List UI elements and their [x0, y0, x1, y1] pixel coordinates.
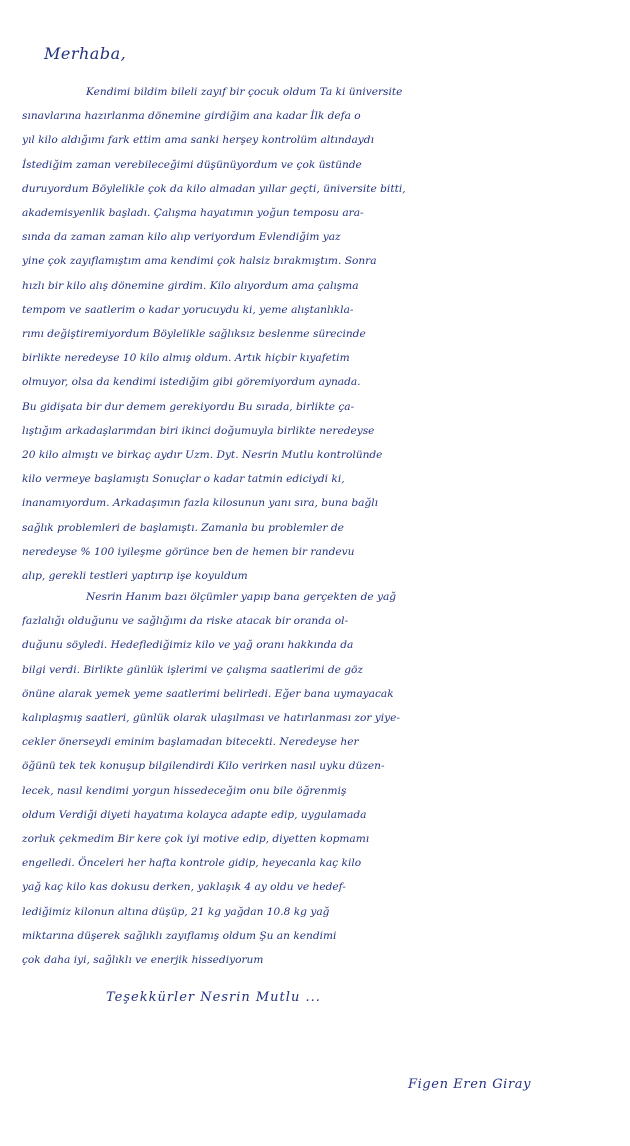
- letter-line: hızlı bir kilo alış dönemine girdim. Kilo alıyordum ama çalışma: [22, 279, 359, 292]
- letter-line: neredeyse % 100 iyileşme görünce ben de hemen bir randevu: [22, 545, 355, 558]
- letter-line: duğunu söyledi. Hedeflediğimiz kilo ve yağ oranı hakkında da: [22, 639, 354, 652]
- letter-line: öğünü tek tek konuşup bilgilendirdi Kilo verirken nasıl uyku düzen-: [22, 760, 385, 773]
- letter-line: lıştığım arkadaşlarımdan biri ikinci doğumuyla birlikte neredeyse: [22, 424, 375, 437]
- letter-line: lecek, nasıl kendimi yorgun hissedeceğim onu bile öğrenmiş: [22, 784, 347, 797]
- letter-paragraph-1: [22, 80, 614, 588]
- letter-line: sağlık problemleri de başlamıştı. Zamanla bu problemler de: [22, 521, 344, 534]
- letter-greeting: Merhaba,: [44, 44, 127, 63]
- letter-line: yağ kaç kilo kas dokusu derken, yaklaşık 4 ay oldu ve hedef-: [22, 881, 346, 894]
- letter-line: İstediğim zaman verebileceğimi düşünüyordum ve çok üstünde: [22, 158, 362, 171]
- letter-line: sında da zaman zaman kilo alıp veriyordum Evlendiğim yaz: [22, 231, 341, 244]
- letter-line: yine çok zayıflamıştım ama kendimi çok halsiz bırakmıştım. Sonra: [22, 255, 377, 268]
- letter-line: önüne alarak yemek yeme saatlerimi belirledi. Eğer bana uymayacak: [22, 687, 394, 700]
- letter-line: rımı değiştiremiyordum Böylelikle sağlıksız beslenme sürecinde: [22, 328, 366, 341]
- letter-paragraph-2: [22, 585, 614, 972]
- letter-line: duruyordum Böylelikle çok da kilo almadan yıllar geçti, üniversite bitti,: [22, 182, 406, 195]
- letter-line: bilgi verdi. Birlikte günlük işlerimi ve çalışma saatlerimi de göz: [22, 663, 364, 676]
- letter-line: lediğimiz kilonun altına düşüp, 21 kg yağdan 10.8 kg yağ: [22, 905, 330, 918]
- letter-line: zorluk çekmedim Bir kere çok iyi motive edip, diyetten kopmamı: [22, 833, 370, 846]
- letter-line: birlikte neredeyse 10 kilo almış oldum. Artık hiçbir kıyafetim: [22, 352, 350, 365]
- letter-line: sınavlarına hazırlanma dönemine girdiğim ana kadar İlk defa o: [22, 110, 361, 123]
- letter-line: akademisyenlik başladı. Çalışma hayatımın yoğun temposu ara-: [22, 207, 364, 220]
- letter-line: cekler önerseydi eminim başlamadan bitecekti. Neredeyse her: [22, 736, 359, 749]
- letter-line: çok daha iyi, sağlıklı ve enerjik hissediyorum: [22, 954, 264, 967]
- letter-line: Nesrin Hanım bazı ölçümler yapıp bana gerçekten de yağ: [86, 591, 397, 603]
- letter-line: oldum Verdiği diyeti hayatıma kolayca adapte edip, uygulamada: [22, 808, 367, 821]
- letter-line: Bu gidişata bir dur demem gerekiyordu Bu sırada, birlikte ça-: [22, 400, 355, 413]
- letter-line: engelledi. Önceleri her hafta kontrole gidip, heyecanla kaç kilo: [22, 857, 362, 870]
- letter-line: miktarına düşerek sağlıklı zayıflamış oldum Şu an kendimi: [22, 929, 337, 942]
- letter-line: fazlalığı olduğunu ve sağlığımı da riske atacak bir oranda ol-: [22, 615, 349, 628]
- letter-line: olmuyor, olsa da kendimi istediğim gibi göremiyordum aynada.: [22, 376, 361, 389]
- letter-line: inanamıyordum. Arkadaşımın fazla kilosunun yanı sıra, buna bağlı: [22, 497, 379, 510]
- letter-signature: Figen Eren Giray: [408, 1077, 532, 1092]
- letter-line: Kendimi bildim bileli zayıf bir çocuk oldum Ta ki üniversite: [86, 86, 403, 98]
- letter-line: yıl kilo aldığımı fark ettim ama sanki herşey kontrolüm altındaydı: [22, 134, 374, 147]
- letter-closing: Teşekkürler Nesrin Mutlu ...: [106, 990, 321, 1005]
- letter-line: kilo vermeye başlamıştı Sonuçlar o kadar tatmin ediciydi ki,: [22, 473, 345, 486]
- letter-line: alıp, gerekli testleri yaptırıp işe koyuldum: [22, 570, 248, 583]
- letter-line: tempom ve saatlerim o kadar yorucuydu ki, yeme alıştanlıkla-: [22, 303, 354, 316]
- letter-line: kalıplaşmış saatleri, günlük olarak ulaşılması ve hatırlanması zor yiye-: [22, 712, 400, 725]
- letter-line: 20 kilo almıştı ve birkaç aydır Uzm. Dyt. Nesrin Mutlu kontrolünde: [22, 449, 383, 462]
